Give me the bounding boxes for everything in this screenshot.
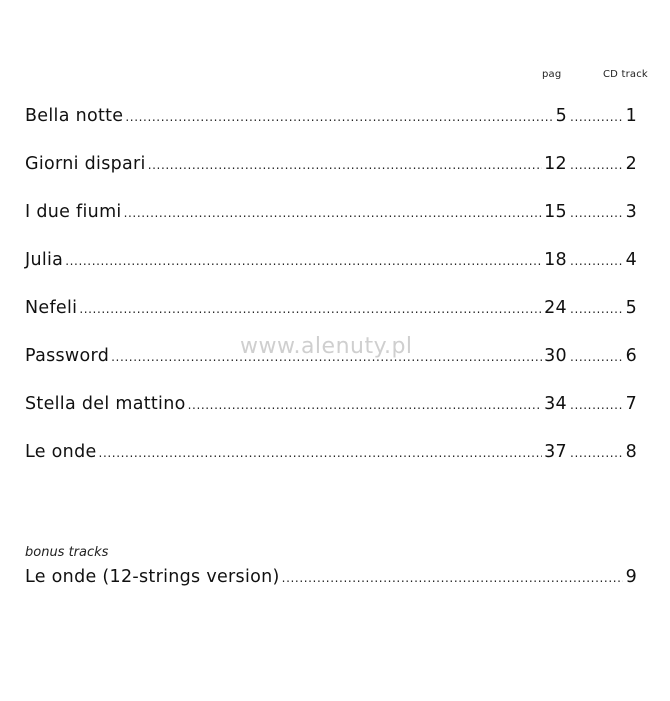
- toc-row-bonus: [25, 567, 637, 615]
- table-of-contents: [25, 106, 637, 490]
- entry-page: 18: [544, 250, 567, 270]
- entry-page: 5: [555, 106, 567, 126]
- toc-row: [25, 394, 637, 442]
- entry-track: 7: [625, 394, 637, 414]
- entry-track: 5: [625, 298, 637, 318]
- entry-title: Giorni dispari: [25, 154, 146, 174]
- dot-leader: [99, 446, 543, 460]
- column-header-cd-track: CD track: [603, 69, 648, 80]
- dot-leader: [569, 110, 623, 124]
- dot-leader: [569, 302, 623, 316]
- entry-track: 9: [625, 567, 637, 587]
- entry-track: 4: [625, 250, 637, 270]
- dot-leader: [188, 398, 543, 412]
- entry-page: 12: [544, 154, 567, 174]
- dot-leader: [569, 446, 623, 460]
- entry-page: 24: [544, 298, 567, 318]
- entry-title: Julia: [25, 250, 64, 270]
- entry-page: 34: [544, 394, 567, 414]
- watermark: www.alenuty.pl: [240, 334, 413, 359]
- dot-leader: [569, 254, 623, 268]
- entry-title: I due fiumi: [25, 202, 122, 222]
- dot-leader: [148, 158, 542, 172]
- dot-leader: [569, 350, 623, 364]
- dot-leader: [569, 398, 623, 412]
- entry-track: 3: [625, 202, 637, 222]
- toc-row: [25, 154, 637, 202]
- toc-row: [25, 442, 637, 490]
- toc-row: [25, 106, 637, 154]
- dot-leader: [569, 158, 623, 172]
- entry-title: Le onde (12-strings version): [25, 567, 280, 587]
- bonus-section: [25, 567, 637, 615]
- toc-row: [25, 250, 637, 298]
- entry-track: 6: [625, 346, 637, 366]
- entry-page: 37: [544, 442, 567, 462]
- dot-leader: [65, 254, 542, 268]
- dot-leader: [282, 571, 623, 585]
- entry-track: 1: [625, 106, 637, 126]
- entry-page: 15: [544, 202, 567, 222]
- dot-leader: [124, 206, 543, 220]
- entry-page: 30: [544, 346, 567, 366]
- entry-title: Bella notte: [25, 106, 124, 126]
- column-header-page: pag: [542, 69, 562, 80]
- dot-leader: [125, 110, 553, 124]
- bonus-tracks-label: bonus tracks: [25, 545, 109, 560]
- entry-title: Password: [25, 346, 110, 366]
- entry-title: Le onde: [25, 442, 97, 462]
- dot-leader: [569, 206, 623, 220]
- entry-track: 8: [625, 442, 637, 462]
- entry-title: Nefeli: [25, 298, 78, 318]
- entry-title: Stella del mattino: [25, 394, 186, 414]
- entry-track: 2: [625, 154, 637, 174]
- toc-row: [25, 202, 637, 250]
- dot-leader: [79, 302, 542, 316]
